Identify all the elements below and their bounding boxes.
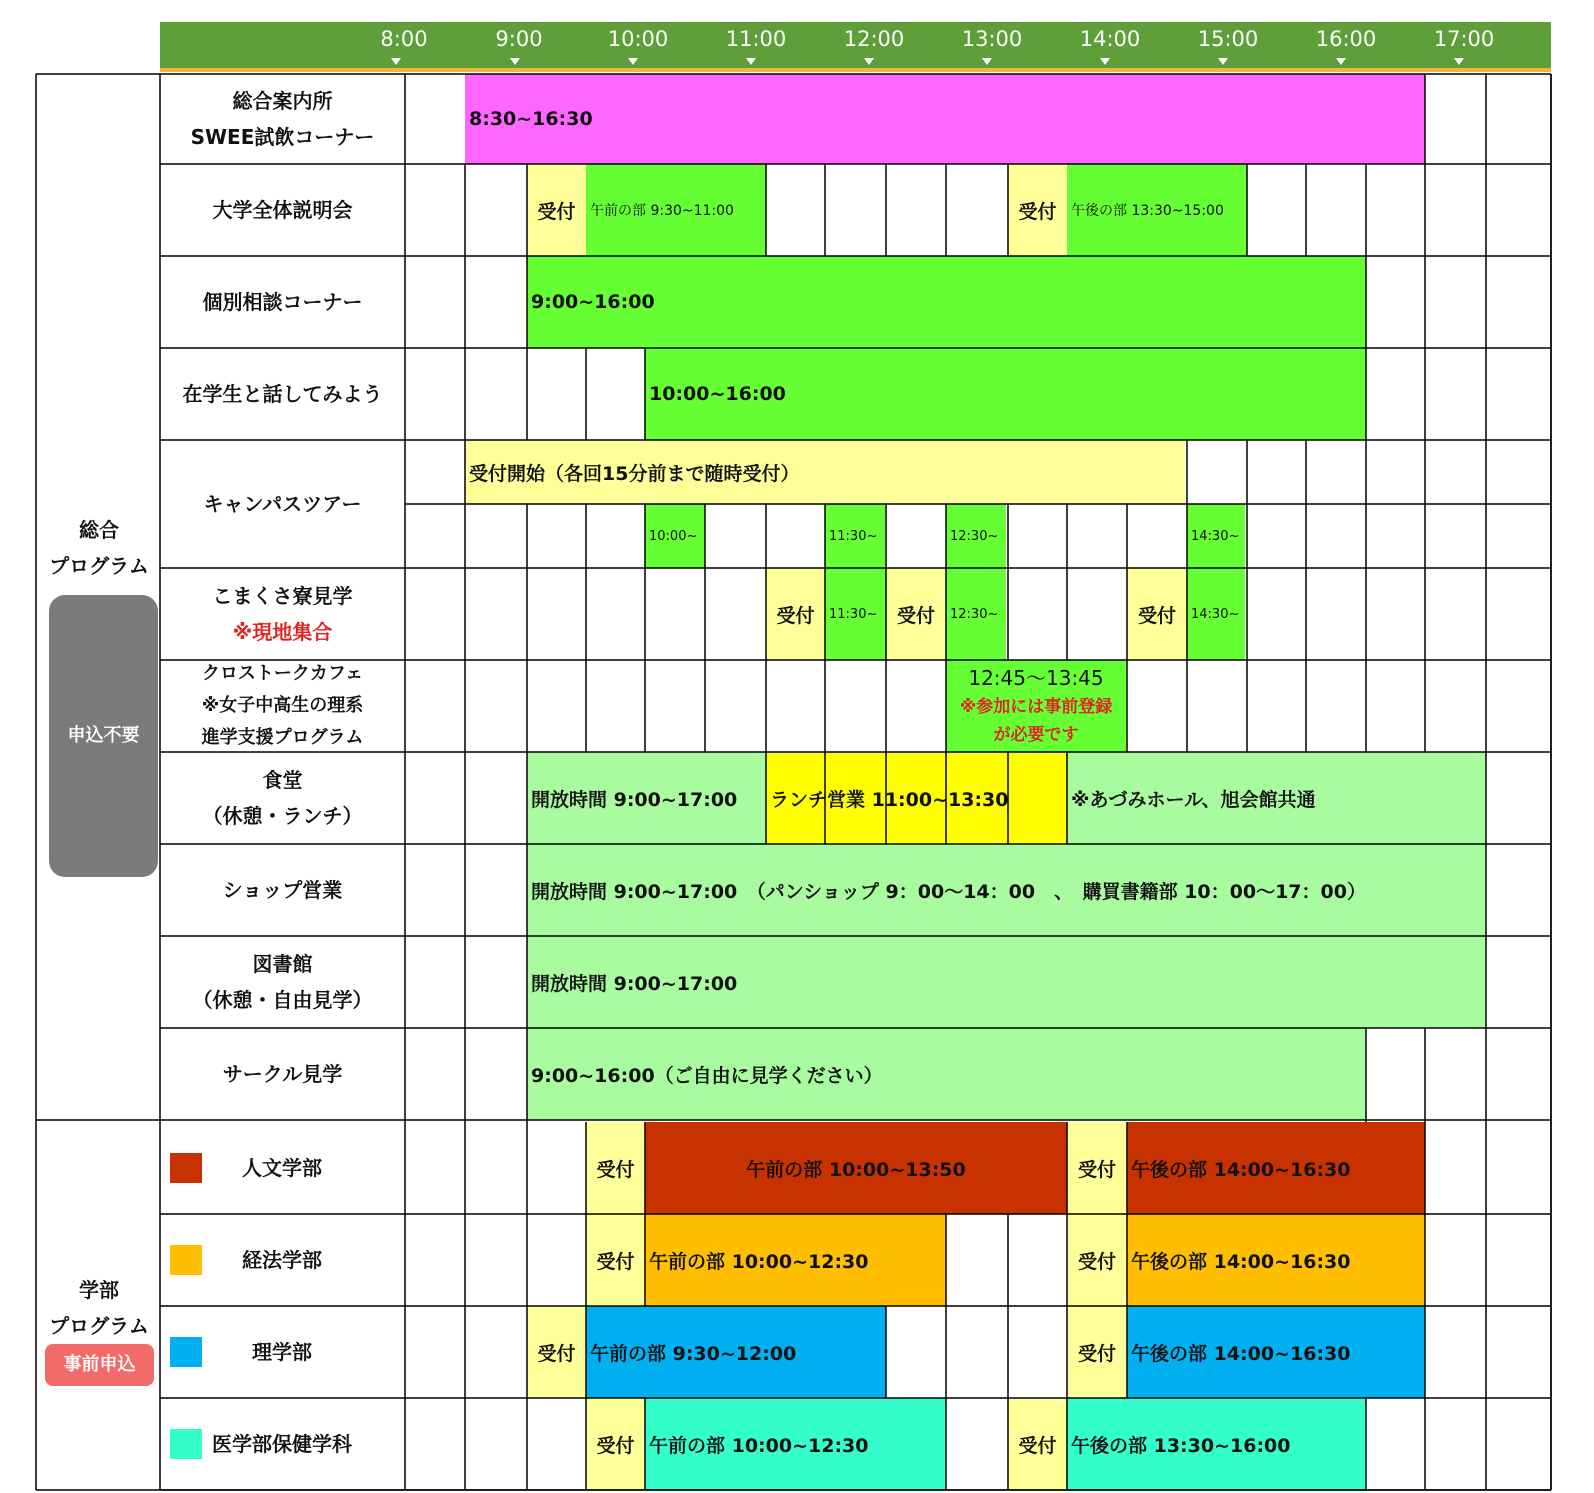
crosstalk-time: 12:45～13:45 (968, 666, 1104, 690)
reception-block: 受付 (1067, 1306, 1127, 1398)
reception-block: 受付 (886, 568, 946, 660)
reception-block: 受付 (1067, 1214, 1127, 1306)
shop-open-block: 開放時間 9:00~17:00 （パンショップ 9：00～14：00 、 購買書籍部 10：00～17：00） (527, 844, 1486, 936)
tour-slot-block: 10:00~ (645, 504, 705, 568)
tick-arrow-icon (510, 58, 520, 65)
reception-block: 受付 (1008, 1398, 1067, 1490)
tick-arrow-icon (1100, 58, 1110, 65)
reception-block: 受付 (1067, 1122, 1127, 1214)
faculty-color-swatch (170, 1337, 202, 1367)
crosstalk-note: が必要です (993, 725, 1079, 745)
faculty-color-swatch (170, 1153, 202, 1183)
row-label-line: 食堂 (262, 768, 303, 792)
science-pm-block: 午後の部 14:00~16:30 (1127, 1306, 1425, 1398)
hour-label: 12:00 (843, 27, 905, 51)
reception-block: 受付 (586, 1214, 645, 1306)
circle-block: 9:00~16:00（ご自由に見学ください） (527, 1028, 1366, 1120)
category-line: 学部 (79, 1278, 119, 1302)
reception-block: 受付 (1008, 164, 1067, 256)
tour-slot-block: 11:30~ (825, 504, 885, 568)
students-block: 10:00~16:00 (645, 348, 1366, 440)
faculty-color-swatch (170, 1245, 202, 1275)
row-label-medical (160, 1398, 405, 1490)
reception-block: 受付 (527, 1306, 586, 1398)
crosstalk-note: ※参加には事前登録 (959, 697, 1113, 717)
row-label-line: こまくさ寮見学 (212, 584, 353, 608)
tick-arrow-icon (982, 58, 992, 65)
hour-label: 9:00 (495, 27, 543, 51)
row-label-students: 在学生と話してみよう (182, 382, 383, 406)
cafeteria-open-block: 開放時間 9:00~17:00 (527, 752, 766, 844)
category-general-label (38, 512, 160, 584)
briefing-am-block: 午前の部 9:30~11:00 (586, 164, 766, 256)
row-label-econlaw (160, 1214, 405, 1306)
row-label-tour: キャンパスツアー (203, 492, 362, 516)
tick-arrow-icon (391, 58, 401, 65)
row-label-line: （休憩・自由見学） (192, 988, 373, 1012)
econlaw-am-block: 午前の部 10:00~12:30 (645, 1214, 946, 1306)
medical-am-block: 午前の部 10:00~12:30 (645, 1398, 946, 1490)
reception-block: 受付 (1127, 568, 1187, 660)
row-label-line: 図書館 (252, 952, 313, 976)
medical-pm-block: 午後の部 13:30~16:00 (1067, 1398, 1366, 1490)
briefing-pm-block: 午後の部 13:30~15:00 (1067, 164, 1247, 256)
tour-reception-block: 受付開始（各回15分前まで随時受付） (465, 440, 1185, 504)
row-label-crosstalk (160, 660, 405, 752)
pre-application-badge: 事前申込 (45, 1344, 154, 1386)
crosstalk-block (946, 660, 1126, 752)
no-application-badge: 申込不要 (49, 595, 158, 877)
faculty-color-swatch (170, 1429, 202, 1459)
info-block: 8:30~16:30 (465, 74, 1425, 164)
row-label-note: ※現地集合 (232, 620, 333, 644)
library-open-block: 開放時間 9:00~17:00 (527, 936, 1486, 1028)
row-label-consult: 個別相談コーナー (202, 290, 363, 314)
category-faculty-label (38, 1272, 160, 1344)
reception-block: 受付 (766, 568, 825, 660)
reception-block: 受付 (586, 1398, 645, 1490)
row-label-line: 進学支援プログラム (201, 727, 364, 748)
hour-label: 16:00 (1315, 27, 1377, 51)
row-label-shop: ショップ営業 (222, 878, 343, 902)
faculty-name: 医学部保健学科 (212, 1432, 352, 1456)
science-am-block: 午前の部 9:30~12:00 (586, 1306, 886, 1398)
category-line: プログラム (49, 1314, 149, 1338)
row-label-dorm (160, 568, 405, 660)
tick-arrow-icon (628, 58, 638, 65)
hour-label: 15:00 (1197, 27, 1259, 51)
row-label-science (160, 1306, 405, 1398)
row-label-line: 総合案内所 (232, 89, 333, 113)
row-label-library (160, 936, 405, 1028)
hour-label: 10:00 (607, 27, 669, 51)
tour-slot-block: 14:30~ (1187, 504, 1245, 568)
tick-arrow-icon (1336, 58, 1346, 65)
hour-label: 17:00 (1433, 27, 1495, 51)
cafeteria-lunch-block: ランチ営業 11:00~13:30 (766, 752, 1067, 844)
dorm-slot-block: 11:30~ (825, 568, 886, 660)
category-line: 総合 (79, 518, 119, 542)
tick-arrow-icon (864, 58, 874, 65)
row-label-line: クロストークカフェ (201, 663, 364, 684)
faculty-name: 経法学部 (242, 1248, 322, 1272)
humanities-am-block: 午前の部 10:00~13:50 (645, 1122, 1067, 1214)
tick-arrow-icon (746, 58, 756, 65)
humanities-pm-block: 午後の部 14:00~16:30 (1127, 1122, 1425, 1214)
dorm-slot-block: 14:30~ (1187, 568, 1245, 660)
tick-arrow-icon (1454, 58, 1464, 65)
row-label-humanities (160, 1122, 405, 1214)
category-line: プログラム (49, 554, 149, 578)
reception-block: 受付 (527, 164, 586, 256)
reception-block: 受付 (586, 1122, 645, 1214)
timeline-header (160, 22, 1551, 72)
row-label-cafeteria (160, 752, 405, 844)
faculty-name: 人文学部 (242, 1156, 322, 1180)
row-label-circle: サークル見学 (222, 1062, 343, 1086)
hour-label: 8:00 (380, 27, 428, 51)
dorm-slot-block: 12:30~ (946, 568, 1006, 660)
tick-arrow-icon (1218, 58, 1228, 65)
hour-label: 14:00 (1079, 27, 1141, 51)
row-label-line: SWEE試飲コーナー (190, 125, 375, 149)
row-label-line: （休憩・ランチ） (202, 804, 363, 828)
row-label-info (160, 74, 405, 164)
cafeteria-note-block: ※あづみホール、旭会館共通 (1067, 752, 1486, 844)
faculty-name: 理学部 (252, 1340, 312, 1364)
econlaw-pm-block: 午後の部 14:00~16:30 (1127, 1214, 1425, 1306)
row-label-briefing: 大学全体説明会 (212, 198, 353, 222)
hour-label: 11:00 (725, 27, 787, 51)
row-label-line: ※女子中高生の理系 (201, 695, 364, 716)
consult-block: 9:00~16:00 (527, 256, 1366, 348)
hour-label: 13:00 (961, 27, 1023, 51)
tour-slot-block: 12:30~ (946, 504, 1006, 568)
